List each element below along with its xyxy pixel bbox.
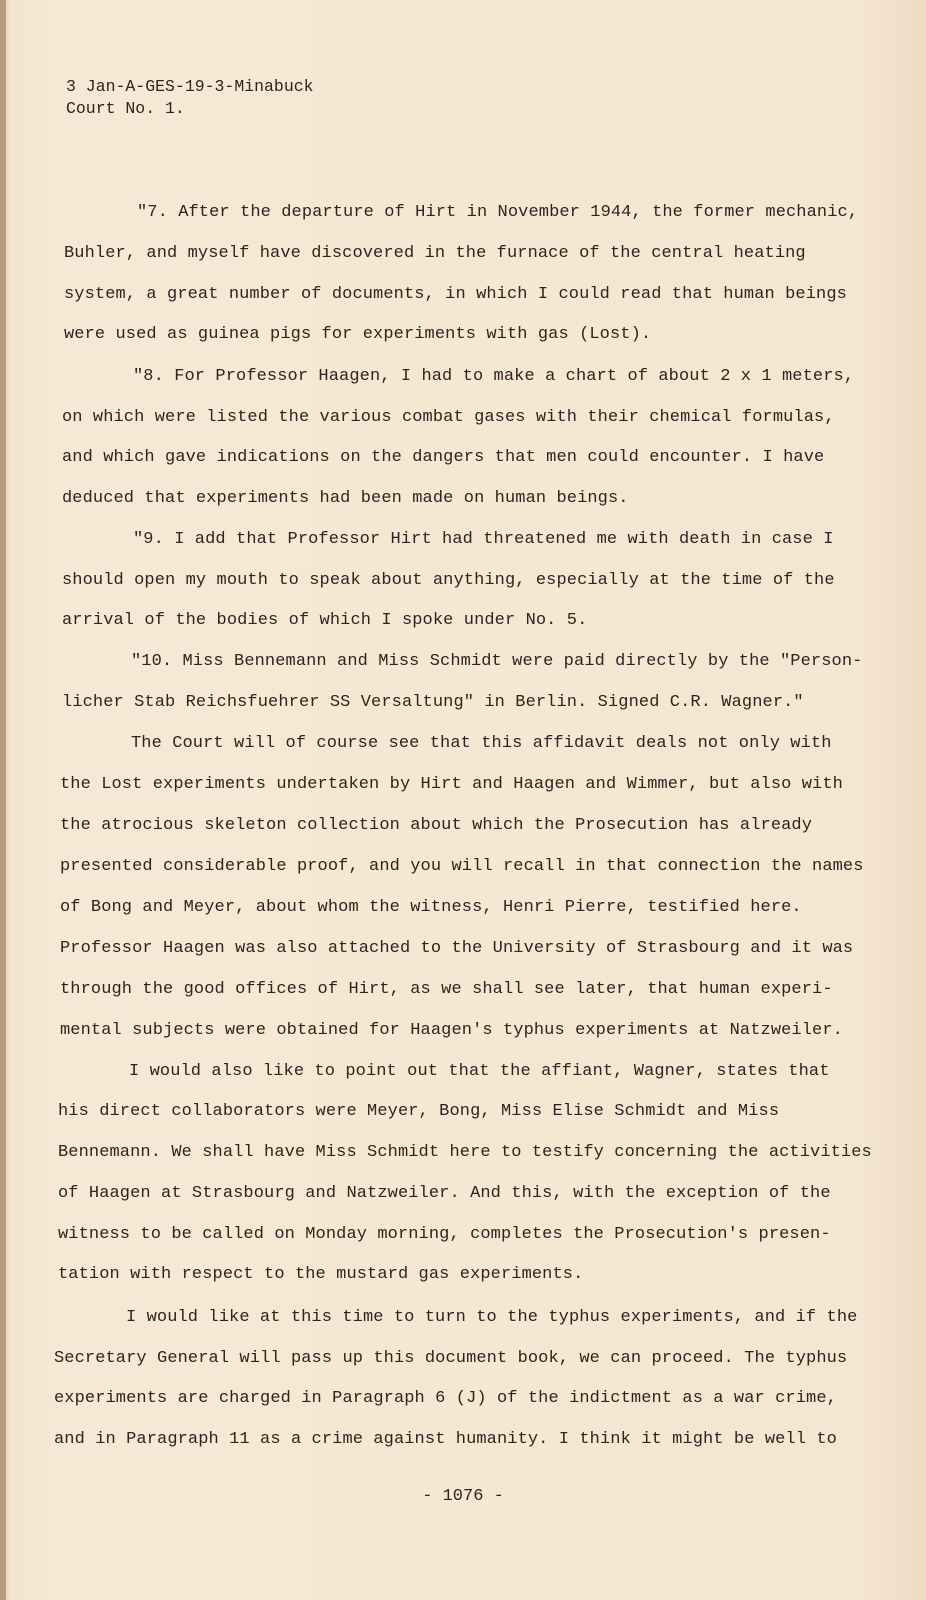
text-line: "10. Miss Bennemann and Miss Schmidt were paid directly by the "Person- <box>131 652 863 671</box>
text-line: "9. I add that Professor Hirt had threatened me with death in case I <box>133 530 834 549</box>
text-line: should open my mouth to speak about anything, especially at the time of the <box>62 571 835 590</box>
text-line: Professor Haagen was also attached to the University of Strasbourg and it was <box>60 939 854 958</box>
text-line: experiments are charged in Paragraph 6 (J) of the indictment as a war crime, <box>54 1389 837 1408</box>
text-line: Secretary General will pass up this document book, we can proceed. The typhus <box>54 1349 848 1368</box>
page-edge <box>0 0 6 1600</box>
text-line: "7. After the departure of Hirt in November 1944, the former mechanic, <box>137 203 859 222</box>
text-line: presented considerable proof, and you will recall in that connection the names <box>60 857 864 876</box>
text-line: arrival of the bodies of which I spoke under No. 5. <box>62 611 588 630</box>
text-line: tation with respect to the mustard gas experiments. <box>58 1265 584 1284</box>
text-line: mental subjects were obtained for Haagen's typhus experiments at Natzweiler. <box>60 1021 843 1040</box>
text-line: I would like at this time to turn to the typhus experiments, and if the <box>126 1308 858 1327</box>
text-line: the atrocious skeleton collection about which the Prosecution has already <box>60 816 813 835</box>
docket-reference: 3 Jan-A-GES-19-3-Minabuck <box>66 77 314 96</box>
text-line: system, a great number of documents, in which I could read that human beings <box>64 285 847 304</box>
text-line: witness to be called on Monday morning, completes the Prosecution's presen- <box>58 1225 831 1244</box>
text-line: and which gave indications on the dangers that men could encounter. I have <box>62 448 825 467</box>
text-line: Bennemann. We shall have Miss Schmidt here to testify concerning the activities <box>58 1143 872 1162</box>
text-line: of Bong and Meyer, about whom the witness, Henri Pierre, testified here. <box>60 898 802 917</box>
text-line: on which were listed the various combat gases with their chemical formulas, <box>62 408 835 427</box>
text-line: through the good offices of Hirt, as we shall see later, that human experi- <box>60 980 833 999</box>
page-number: - 1076 - <box>422 1487 504 1506</box>
text-line: and in Paragraph 11 as a crime against humanity. I think it might be well to <box>54 1430 837 1449</box>
text-line: of Haagen at Strasbourg and Natzweiler. And this, with the exception of the <box>58 1184 831 1203</box>
text-line: licher Stab Reichsfuehrer SS Versaltung" in Berlin. Signed C.R. Wagner." <box>62 693 804 712</box>
document-header <box>66 76 314 120</box>
text-line: "8. For Professor Haagen, I had to make a chart of about 2 x 1 meters, <box>133 367 855 386</box>
court-number: Court No. 1. <box>66 99 185 118</box>
text-line: were used as guinea pigs for experiments with gas (Lost). <box>64 325 652 344</box>
text-line: deduced that experiments had been made on human beings. <box>62 489 629 508</box>
text-line: his direct collaborators were Meyer, Bong, Miss Elise Schmidt and Miss <box>58 1102 780 1121</box>
text-line: Buhler, and myself have discovered in the furnace of the central heating <box>64 244 806 263</box>
text-line: the Lost experiments undertaken by Hirt and Haagen and Wimmer, but also with <box>60 775 843 794</box>
text-line: I would also like to point out that the affiant, Wagner, states that <box>129 1062 830 1081</box>
text-line: The Court will of course see that this affidavit deals not only with <box>131 734 832 753</box>
